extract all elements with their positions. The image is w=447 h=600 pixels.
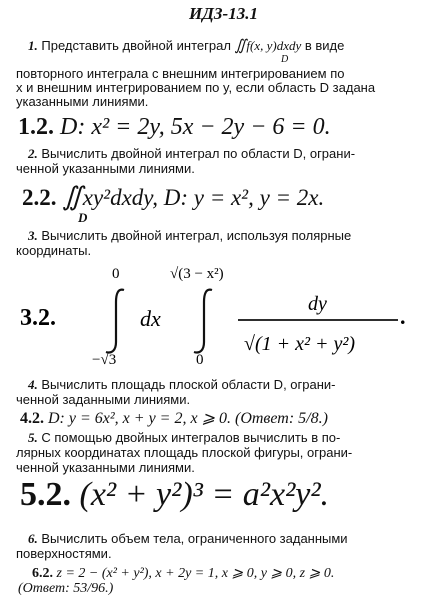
task1-number: 1. bbox=[28, 38, 38, 53]
task1-line4: указанными линиями. bbox=[16, 94, 149, 109]
fraction-numerator: dy bbox=[308, 293, 327, 315]
task3-line1 bbox=[28, 228, 351, 243]
task6-line2: поверхностями. bbox=[16, 546, 112, 561]
problem-label: 4.2. bbox=[20, 410, 44, 427]
double-integral-sign: ∬ bbox=[234, 38, 247, 54]
task6-text: Вычислить объем тела, ограниченного заданными bbox=[41, 531, 348, 546]
integral-subscript: D bbox=[78, 210, 88, 225]
task1-line2: повторного интеграла с внешним интегрированием по bbox=[16, 66, 345, 81]
task4-line1 bbox=[28, 377, 336, 392]
task4-text: Вычислить площадь плоской области D, ограни- bbox=[41, 377, 336, 392]
problem-formula: (x² + y²)³ = a²x²y². bbox=[79, 476, 330, 513]
problem-label: 5.2. bbox=[20, 476, 71, 513]
task3-text: Вычислить двойной интеграл, используя полярные bbox=[41, 228, 352, 243]
task4-number: 4. bbox=[28, 377, 38, 392]
integral-subscript: D bbox=[281, 54, 289, 65]
task2-line1 bbox=[28, 146, 355, 161]
problem-formula: D: y = 6x², x + y = 2, x ⩾ 0. bbox=[48, 410, 231, 427]
task1-tail: в виде bbox=[304, 38, 345, 53]
task5-line3: ченной указанными линиями. bbox=[16, 460, 195, 475]
task2-text: Вычислить двойной интеграл по области D, ограни- bbox=[41, 146, 356, 161]
problem-3-2 bbox=[0, 258, 447, 376]
outer-upper-limit: 0 bbox=[112, 266, 120, 282]
task1-line1 bbox=[28, 38, 344, 54]
task4-line2: ченной заданными линиями. bbox=[16, 392, 191, 407]
task5-text: С помощью двойных интегралов вычислить в по- bbox=[41, 430, 341, 445]
problem-1-2 bbox=[18, 114, 331, 141]
problem-answer: (Ответ: 5/8.) bbox=[234, 410, 328, 427]
inner-upper-limit: √(3 − x²) bbox=[170, 266, 224, 282]
problem-4-2 bbox=[20, 408, 328, 428]
page-title: ИДЗ-13.1 bbox=[189, 4, 258, 23]
task2-line2: ченной указанными линиями. bbox=[16, 161, 195, 176]
problem-6-2 bbox=[32, 566, 334, 581]
problem-formula: z = 2 − (x² + y²), x + 2y = 1, x ⩾ 0, y ⩾ 0, z ⩾ 0. bbox=[56, 566, 335, 581]
problem-formula: xy²dxdy, D: y = x², y = 2x. bbox=[82, 185, 325, 210]
task1-text: Представить двойной интеграл bbox=[41, 38, 231, 53]
problem-label: 3.2. bbox=[20, 305, 56, 331]
task5-line1 bbox=[28, 430, 340, 445]
task1-line3: x и внешним интегрированием по y, если область D задана bbox=[16, 80, 376, 95]
inner-integral-sign bbox=[194, 290, 212, 353]
problem-label: 6.2. bbox=[32, 566, 53, 581]
problem-label: 2.2. bbox=[22, 185, 57, 210]
iterated-integral-formula bbox=[0, 258, 447, 376]
outer-differential: dx bbox=[140, 306, 161, 331]
task5-line2: лярных координатах площадь плоской фигуры, ограни- bbox=[16, 445, 353, 460]
task5-number: 5. bbox=[28, 430, 38, 445]
problem-formula: D: x² = 2y, 5x − 2y − 6 = 0. bbox=[60, 114, 331, 140]
task3-number: 3. bbox=[28, 228, 38, 243]
task6-line1 bbox=[28, 531, 348, 546]
task6-number: 6. bbox=[28, 531, 38, 546]
problem-5-2 bbox=[20, 476, 329, 514]
task2-number: 2. bbox=[28, 146, 38, 161]
problem-2-2 bbox=[22, 182, 324, 212]
problem-answer: (Ответ: 53/96.) bbox=[18, 581, 114, 596]
formula-period: . bbox=[400, 304, 406, 329]
integrand: f(x, y)dxdy bbox=[246, 38, 302, 53]
inner-lower-limit: 0 bbox=[196, 352, 204, 368]
problem-label: 1.2. bbox=[18, 114, 54, 140]
outer-lower-limit: −√3 bbox=[92, 352, 117, 368]
fraction-denominator: √(1 + x² + y²) bbox=[244, 333, 356, 355]
outer-integral-sign bbox=[106, 290, 124, 353]
double-integral-sign: ∬ bbox=[62, 182, 83, 211]
task3-line2: координаты. bbox=[16, 243, 92, 258]
